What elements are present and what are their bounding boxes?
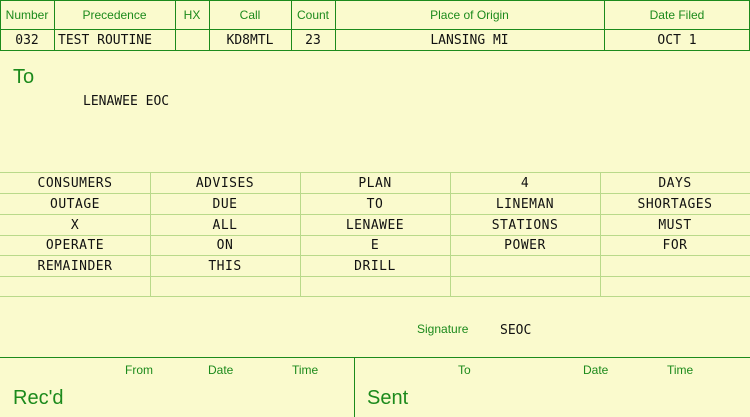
message-precedence[interactable]: TEST ROUTINE (58, 32, 152, 48)
to-address[interactable]: LENAWEE EOC (83, 93, 170, 109)
text-word[interactable]: LENAWEE (345, 218, 405, 233)
header-number-label: Number (5, 7, 49, 22)
text-word[interactable]: ADVISES (195, 176, 255, 191)
text-word[interactable]: 4 (520, 176, 530, 191)
text-word[interactable] (600, 276, 750, 296)
text-word[interactable]: LINEMAN (495, 197, 555, 212)
signature-value[interactable]: SEOC (500, 322, 532, 338)
sent-time-label: Time (667, 363, 694, 377)
text-word[interactable]: POWER (504, 238, 546, 253)
text-word[interactable]: REMAINDER (37, 259, 113, 274)
text-word[interactable] (150, 276, 300, 296)
header-origin-label: Place of Origin (430, 7, 509, 22)
text-word[interactable]: STATIONS (491, 218, 559, 233)
sent-date-label: Date (583, 363, 609, 377)
header-precedence-label: Precedence (82, 7, 147, 22)
text-word[interactable]: E (370, 238, 380, 253)
message-count[interactable]: 23 (305, 32, 321, 48)
text-word[interactable] (0, 276, 150, 296)
message-number[interactable]: 032 (15, 32, 39, 48)
text-word[interactable]: MUST (658, 218, 692, 233)
recd-date-label: Date (208, 363, 234, 377)
signature-label: Signature (417, 322, 469, 336)
recd-from-label: From (125, 363, 153, 377)
text-word[interactable] (450, 276, 600, 296)
sent-to-label: To (458, 363, 471, 377)
text-word[interactable]: CONSUMERS (37, 176, 113, 191)
text-word[interactable]: FOR (662, 238, 688, 253)
header-hx-label: HX (183, 7, 201, 22)
message-hx[interactable] (175, 30, 209, 50)
sent-label: Sent (367, 387, 409, 409)
text-word[interactable]: ON (216, 238, 234, 253)
recd-label: Rec'd (13, 387, 64, 409)
text-word[interactable]: TO (366, 197, 384, 212)
text-word[interactable]: DAYS (658, 176, 692, 191)
message-call[interactable]: KD8MTL (226, 32, 274, 48)
text-word[interactable]: DUE (212, 197, 238, 212)
text-word[interactable]: PLAN (358, 176, 392, 191)
text-word[interactable]: ALL (212, 218, 238, 233)
text-word[interactable]: OUTAGE (50, 197, 100, 212)
text-word[interactable]: OPERATE (45, 238, 105, 253)
text-word[interactable]: X (70, 218, 80, 233)
recd-time-label: Time (292, 363, 319, 377)
text-word[interactable]: THIS (208, 259, 242, 274)
message-origin[interactable]: LANSING MI (430, 32, 509, 48)
text-word[interactable]: SHORTAGES (637, 197, 713, 212)
header-count-label: Count (296, 7, 330, 22)
text-word[interactable]: DRILL (354, 259, 396, 274)
text-word[interactable] (600, 256, 750, 277)
text-word[interactable] (300, 276, 450, 296)
to-label: To (13, 66, 35, 88)
text-word[interactable] (450, 256, 600, 277)
header-date-filed-label: Date Filed (649, 7, 705, 22)
header-call-label: Call (239, 7, 261, 22)
message-date-filed[interactable]: OCT 1 (657, 32, 697, 48)
